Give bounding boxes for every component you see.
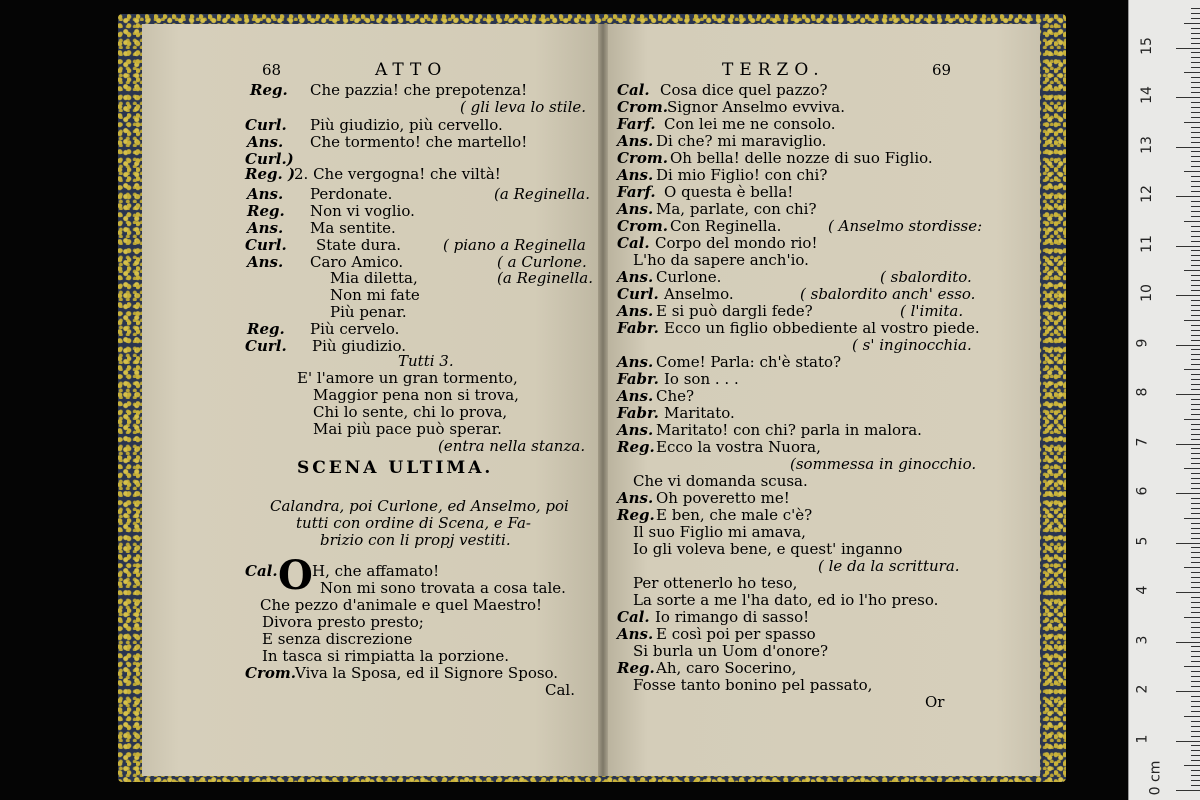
verse-line: Viva la Sposa, ed il Signore Sposo. [295,664,559,682]
ruler-tick [1191,137,1200,138]
ruler-tick [1191,627,1200,628]
verse-line: Ah, caro Socerino, [656,659,797,677]
verse-line: E si può dargli fede? [656,302,813,320]
verse-line: Che tormento! che martello! [310,133,528,151]
right-running-header: TERZO. [722,60,825,80]
verse-line: Non mi fate [330,286,420,304]
ruler-tick [1191,607,1200,608]
verse-line: Che vi domanda scusa. [633,472,808,490]
ruler-label: 4 [1134,585,1151,595]
ruler-tick [1191,290,1200,291]
ruler-tick [1191,632,1200,633]
ruler-tick [1176,48,1200,49]
ruler-tick [1191,112,1200,113]
ruler-tick [1191,646,1200,647]
speaker-label: Ans. [617,268,654,286]
ruler-tick [1191,508,1200,509]
ruler-tick [1191,478,1200,479]
scene-title: SCENA ULTIMA. [297,458,494,478]
ruler-tick [1191,231,1200,232]
ruler-tick [1191,736,1200,737]
verse-line: In tasca si rimpiatta la porzione. [262,647,510,665]
ruler-label: 10 [1138,284,1155,302]
ruler-tick [1191,260,1200,261]
ruler-tick [1191,612,1200,613]
verse-line: Più giudizio. [312,337,407,355]
verse-line: Più giudizio, più cervello. [310,116,503,134]
ruler-label: 13 [1138,135,1155,154]
ruler-tick [1191,359,1200,360]
speaker-label: Ans. [247,219,284,237]
ruler-tick [1191,637,1200,638]
verse-line: Maritato! con chi? parla in malora. [656,421,922,439]
verse-line: Con Reginella. [670,217,782,235]
speaker-label: Curl.) [245,150,294,168]
speaker-label: Ans. [617,421,654,439]
ruler-tick [1191,448,1200,449]
ruler-label: 5 [1134,536,1151,545]
speaker-label: Reg. [617,506,655,524]
ruler-tick [1191,656,1200,657]
speaker-label: Ans. [617,353,654,371]
ruler-tick [1191,77,1200,78]
verse-line: Ecco la vostra Nuora, [656,438,821,456]
stage-direction: ( s' inginocchia. [852,336,972,354]
ruler-tick [1191,82,1200,83]
ruler-tick [1191,43,1200,44]
speaker-label: Crom. [245,664,296,682]
ruler-tick [1191,424,1200,425]
ruler-tick [1191,488,1200,489]
speaker-label: Ans. [617,132,654,150]
ruler-label: 3 [1134,635,1151,644]
stage-direction: ( Anselmo stordisse: [828,217,983,235]
ruler-tick [1191,280,1200,281]
verse-line: Il suo Figlio mi amava, [633,523,806,541]
ruler-tick [1176,543,1200,544]
ruler-tick [1184,221,1200,222]
stage-direction: ( sbalordito. [880,268,972,286]
ruler-tick [1191,18,1200,19]
left-page-number: 68 [262,61,282,79]
left-running-header: ATTO [375,60,448,80]
ruler-tick [1191,33,1200,34]
speaker-label: Fabr. [617,404,659,422]
verse-line: Mia diletta, [330,269,418,287]
ruler-label: 1 [1134,734,1151,743]
ruler-tick [1191,102,1200,103]
ruler-tick [1191,503,1200,504]
ruler-tick [1191,760,1200,761]
ruler-tick [1191,661,1200,662]
verse-line: Divora presto presto; [262,613,424,631]
ruler-tick [1191,547,1200,548]
verse-line: Per ottenerlo ho teso, [633,574,798,592]
speaker-label: Farf. [617,183,656,201]
verse-line: Chi lo sente, chi lo prova, [313,403,508,421]
verse-line: Si burla un Uom d'onore? [633,642,829,660]
ruler-tick [1191,176,1200,177]
ruler-tick [1176,691,1200,692]
ruler-tick [1191,211,1200,212]
speaker-label: Farf. [617,115,656,133]
ruler-tick [1184,518,1200,519]
ruler-tick [1191,701,1200,702]
stage-direction: (sommessa in ginocchio. [790,455,977,473]
ruler-tick [1191,364,1200,365]
ruler-tick [1191,696,1200,697]
ruler-tick [1184,320,1200,321]
verse-line: Con lei me ne consolo. [664,115,836,133]
speaker-label: Reg. [247,320,285,338]
ruler-tick [1191,750,1200,751]
ruler-tick [1191,379,1200,380]
speaker-label: Reg. [250,81,288,99]
ruler-tick [1191,57,1200,58]
ruler-tick [1184,617,1200,618]
ruler-tick [1184,468,1200,469]
speaker-label: Crom. [617,149,668,167]
stage-direction: (entra nella stanza. [438,437,586,455]
ruler-tick [1176,394,1200,395]
ruler-tick [1191,726,1200,727]
verse-line: Io rimango di sasso! [655,608,810,626]
speaker-label: Reg. [617,659,655,677]
ruler-tick [1191,8,1200,9]
ruler-tick [1191,622,1200,623]
ruler-tick [1191,226,1200,227]
speaker-label: Cal. [617,608,650,626]
stage-direction: Tutti 3. [398,352,454,370]
ruler-tick [1191,62,1200,63]
ruler-tick [1176,196,1200,197]
ruler-tick [1176,642,1200,643]
speaker-label: Fabr. [617,370,659,388]
ruler-tick [1191,557,1200,558]
ruler-tick [1191,13,1200,14]
speaker-label: Ans. [617,302,654,320]
stage-direction: (a Reginella. [497,269,593,287]
verse-line: Che pazzia! che prepotenza! [310,81,528,99]
verse-line: Fosse tanto bonino pel passato, [633,676,873,694]
ruler-tick [1184,23,1200,24]
ruler-tick [1184,171,1200,172]
ruler-tick [1191,325,1200,326]
ruler-tick [1191,651,1200,652]
verse-line: Ecco un figlio obbediente al vostro piede. [664,319,980,337]
ruler-tick [1191,587,1200,588]
ruler-tick [1191,216,1200,217]
verse-line: Più cervelo. [310,320,400,338]
ruler-tick [1191,473,1200,474]
verse-line: 2. Che vergogna! che viltà! [294,165,501,183]
ruler-tick [1191,399,1200,400]
speaker-label: Ans. [247,133,284,151]
stage-direction: (a Reginella. [494,185,590,203]
ruler-tick [1191,523,1200,524]
ruler-tick [1191,711,1200,712]
verse-line: Curlone. [656,268,722,286]
speaker-label: Ans. [247,253,284,271]
verse-line: Maritato. [664,404,735,422]
ruler-tick [1191,602,1200,603]
verse-line: E ben, che male c'è? [656,506,813,524]
ruler-label: 11 [1138,234,1155,253]
speaker-label: Curl. [617,285,659,303]
ruler-tick [1191,67,1200,68]
stage-direction: ( sbalordito anch' esso. [800,285,976,303]
ruler-label: 9 [1134,338,1151,347]
ruler-tick [1191,181,1200,182]
ruler-tick [1191,127,1200,128]
speaker-label: Reg. [247,202,285,220]
ruler-tick [1191,671,1200,672]
verse-line: Ma, parlate, con chi? [656,200,817,218]
ruler-tick [1191,706,1200,707]
verse-line: Cosa dice quel pazzo? [660,81,828,99]
ruler-tick [1184,419,1200,420]
verse-line: H, che affamato! [312,562,440,580]
verse-line: E così poi per spasso [656,625,816,643]
verse-line: Come! Parla: ch'è stato? [656,353,842,371]
stage-direction: ( piano a Reginella [443,236,586,254]
ruler-tick [1191,538,1200,539]
ruler-tick [1191,780,1200,781]
ruler-tick [1191,87,1200,88]
ruler-tick [1191,721,1200,722]
ruler-tick [1184,72,1200,73]
ruler-tick [1184,567,1200,568]
speaker-label: Curl. [245,236,287,254]
verse-line: Caro Amico. [310,253,404,271]
ruler-tick [1191,186,1200,187]
scale-ruler [1128,0,1200,800]
stage-direction: ( le da la scrittura. [818,557,960,575]
verse-line: Signor Anselmo evviva. [667,98,846,116]
ruler-tick [1184,270,1200,271]
ruler-tick [1176,493,1200,494]
verse-line: Io gli voleva bene, e quest' inganno [633,540,903,558]
verse-line: Di che? mi maraviglio. [656,132,827,150]
ruler-tick [1191,681,1200,682]
ruler-tick [1184,666,1200,667]
speaker-label: Ans. [617,387,654,405]
ruler-tick [1176,97,1200,98]
verse-line: Che? [656,387,695,405]
ruler-tick [1191,255,1200,256]
verse-line: E' l'amore un gran tormento, [297,369,518,387]
speaker-label: Ans. [617,625,654,643]
verse-line: Oh bella! delle nozze di suo Figlio. [670,149,933,167]
ruler-label: 12 [1138,185,1155,203]
ruler-tick [1191,562,1200,563]
ruler-tick [1191,156,1200,157]
ruler-tick [1191,439,1200,440]
ruler-tick [1191,528,1200,529]
ruler-tick [1191,236,1200,237]
speaker-label: Cal. [245,562,278,580]
ruler-tick [1184,716,1200,717]
ruler-tick [1191,330,1200,331]
ruler-tick [1176,246,1200,247]
ruler-tick [1191,151,1200,152]
speaker-label: Crom. [617,217,668,235]
verse-line: Non mi sono trovata a cosa tale. [320,579,566,597]
verse-line: Maggior pena non si trova, [313,386,519,404]
ruler-label: 8 [1134,387,1151,397]
ruler-tick [1191,354,1200,355]
ruler-tick [1176,147,1200,148]
ruler-tick [1191,206,1200,207]
ruler-tick [1191,310,1200,311]
ruler-tick [1191,533,1200,534]
ruler-tick [1191,686,1200,687]
ruler-label: 14 [1138,86,1155,104]
verse-line: Corpo del mondo rio! [655,234,818,252]
ruler-tick [1191,577,1200,578]
stage-direction: ( gli leva lo stile. [460,98,587,116]
ruler-label: 0 cm [1147,760,1164,796]
ruler-tick [1191,92,1200,93]
verse-line: Mai più pace può sperar. [313,420,502,438]
ruler-tick [1184,369,1200,370]
ruler-tick [1191,552,1200,553]
ruler-tick [1191,191,1200,192]
ruler-tick [1184,122,1200,123]
ruler-tick [1191,117,1200,118]
ruler-tick [1191,250,1200,251]
stage-direction: ( l'imita. [900,302,964,320]
ruler-tick [1191,745,1200,746]
ruler-tick [1191,785,1200,786]
ruler-tick [1191,265,1200,266]
speaker-label: Ans. [617,166,654,184]
ruler-tick [1184,765,1200,766]
speaker-label: Fabr. [617,319,659,337]
ruler-tick [1191,161,1200,162]
ruler-tick [1191,335,1200,336]
ruler-tick [1191,52,1200,53]
ruler-tick [1176,345,1200,346]
ruler-tick [1191,498,1200,499]
verse-line: Che pezzo d'animale e quel Maestro! [260,596,543,614]
ruler-tick [1191,755,1200,756]
ruler-tick [1191,483,1200,484]
ruler-tick [1191,770,1200,771]
ruler-tick [1191,458,1200,459]
stage-direction: brizio con li propj vestiti. [320,531,511,549]
ruler-tick [1191,429,1200,430]
ruler-tick [1176,444,1200,445]
ruler-tick [1191,731,1200,732]
ruler-label: 6 [1134,486,1151,496]
verse-line: Ma sentite. [310,219,396,237]
ruler-tick [1191,409,1200,410]
verse-line: E senza discrezione [262,630,413,648]
ruler-tick [1191,374,1200,375]
ruler-tick [1191,285,1200,286]
ruler-tick [1191,201,1200,202]
ruler-tick [1191,166,1200,167]
verse-line: O questa è bella! [664,183,794,201]
ruler-label: 2 [1134,684,1151,694]
speaker-label: Cal. [617,81,650,99]
verse-line: Cal. [545,681,575,699]
speaker-label: Cal. [617,234,650,252]
ruler-tick [1191,28,1200,29]
ruler-tick [1191,142,1200,143]
verse-line: La sorte a me l'ha dato, ed io l'ho preso. [633,591,939,609]
ruler-tick [1191,340,1200,341]
ruler-label: 7 [1134,437,1151,446]
ruler-tick [1191,389,1200,390]
speaker-label: Reg. ) [245,165,296,183]
verse-line: L'ho da sapere anch'io. [633,251,809,269]
speaker-label: Ans. [617,489,654,507]
verse-line: State dura. [316,236,402,254]
ruler-tick [1176,741,1200,742]
speaker-label: Ans. [247,185,284,203]
speaker-label: Crom. [617,98,668,116]
ruler-tick [1191,676,1200,677]
ruler-tick [1191,275,1200,276]
stage-direction: ( a Curlone. [497,253,587,271]
drop-cap: O [278,552,313,599]
ruler-label: 15 [1138,36,1155,55]
ruler-tick [1191,300,1200,301]
ruler-tick [1191,132,1200,133]
verse-line: Più penar. [330,303,407,321]
ruler-tick [1191,38,1200,39]
ruler-tick [1191,384,1200,385]
speaker-label: Reg. [617,438,655,456]
speaker-label: Ans. [617,200,654,218]
verse-line: Io son . . . [664,370,739,388]
ruler-tick [1191,107,1200,108]
right-page-number: 69 [932,61,952,79]
ruler-tick [1191,572,1200,573]
ruler-tick [1191,513,1200,514]
ruler-tick [1191,453,1200,454]
speaker-label: Curl. [245,337,287,355]
ruler-tick [1191,305,1200,306]
stage-direction: tutti con ordine di Scena, e Fa- [296,514,531,532]
verse-line: Oh poveretto me! [656,489,790,507]
ruler-tick [1191,241,1200,242]
book-gutter [598,24,608,776]
ruler-tick [1191,582,1200,583]
ruler-tick [1191,463,1200,464]
ruler-tick [1191,315,1200,316]
verse-line: Anselmo. [664,285,734,303]
stage-direction: Calandra, poi Curlone, ed Anselmo, poi [270,497,569,515]
ruler-tick [1191,434,1200,435]
ruler-tick [1176,790,1200,791]
ruler-tick [1191,404,1200,405]
verse-line: Perdonate. [310,185,393,203]
verse-line: Or [925,693,945,711]
verse-line: Non vi voglio. [310,202,415,220]
ruler-tick [1176,295,1200,296]
speaker-label: Curl. [245,116,287,134]
ruler-tick [1191,414,1200,415]
ruler-tick [1176,592,1200,593]
verse-line: Di mio Figlio! con chi? [656,166,828,184]
ruler-tick [1191,349,1200,350]
ruler-tick [1191,775,1200,776]
ruler-tick [1191,597,1200,598]
